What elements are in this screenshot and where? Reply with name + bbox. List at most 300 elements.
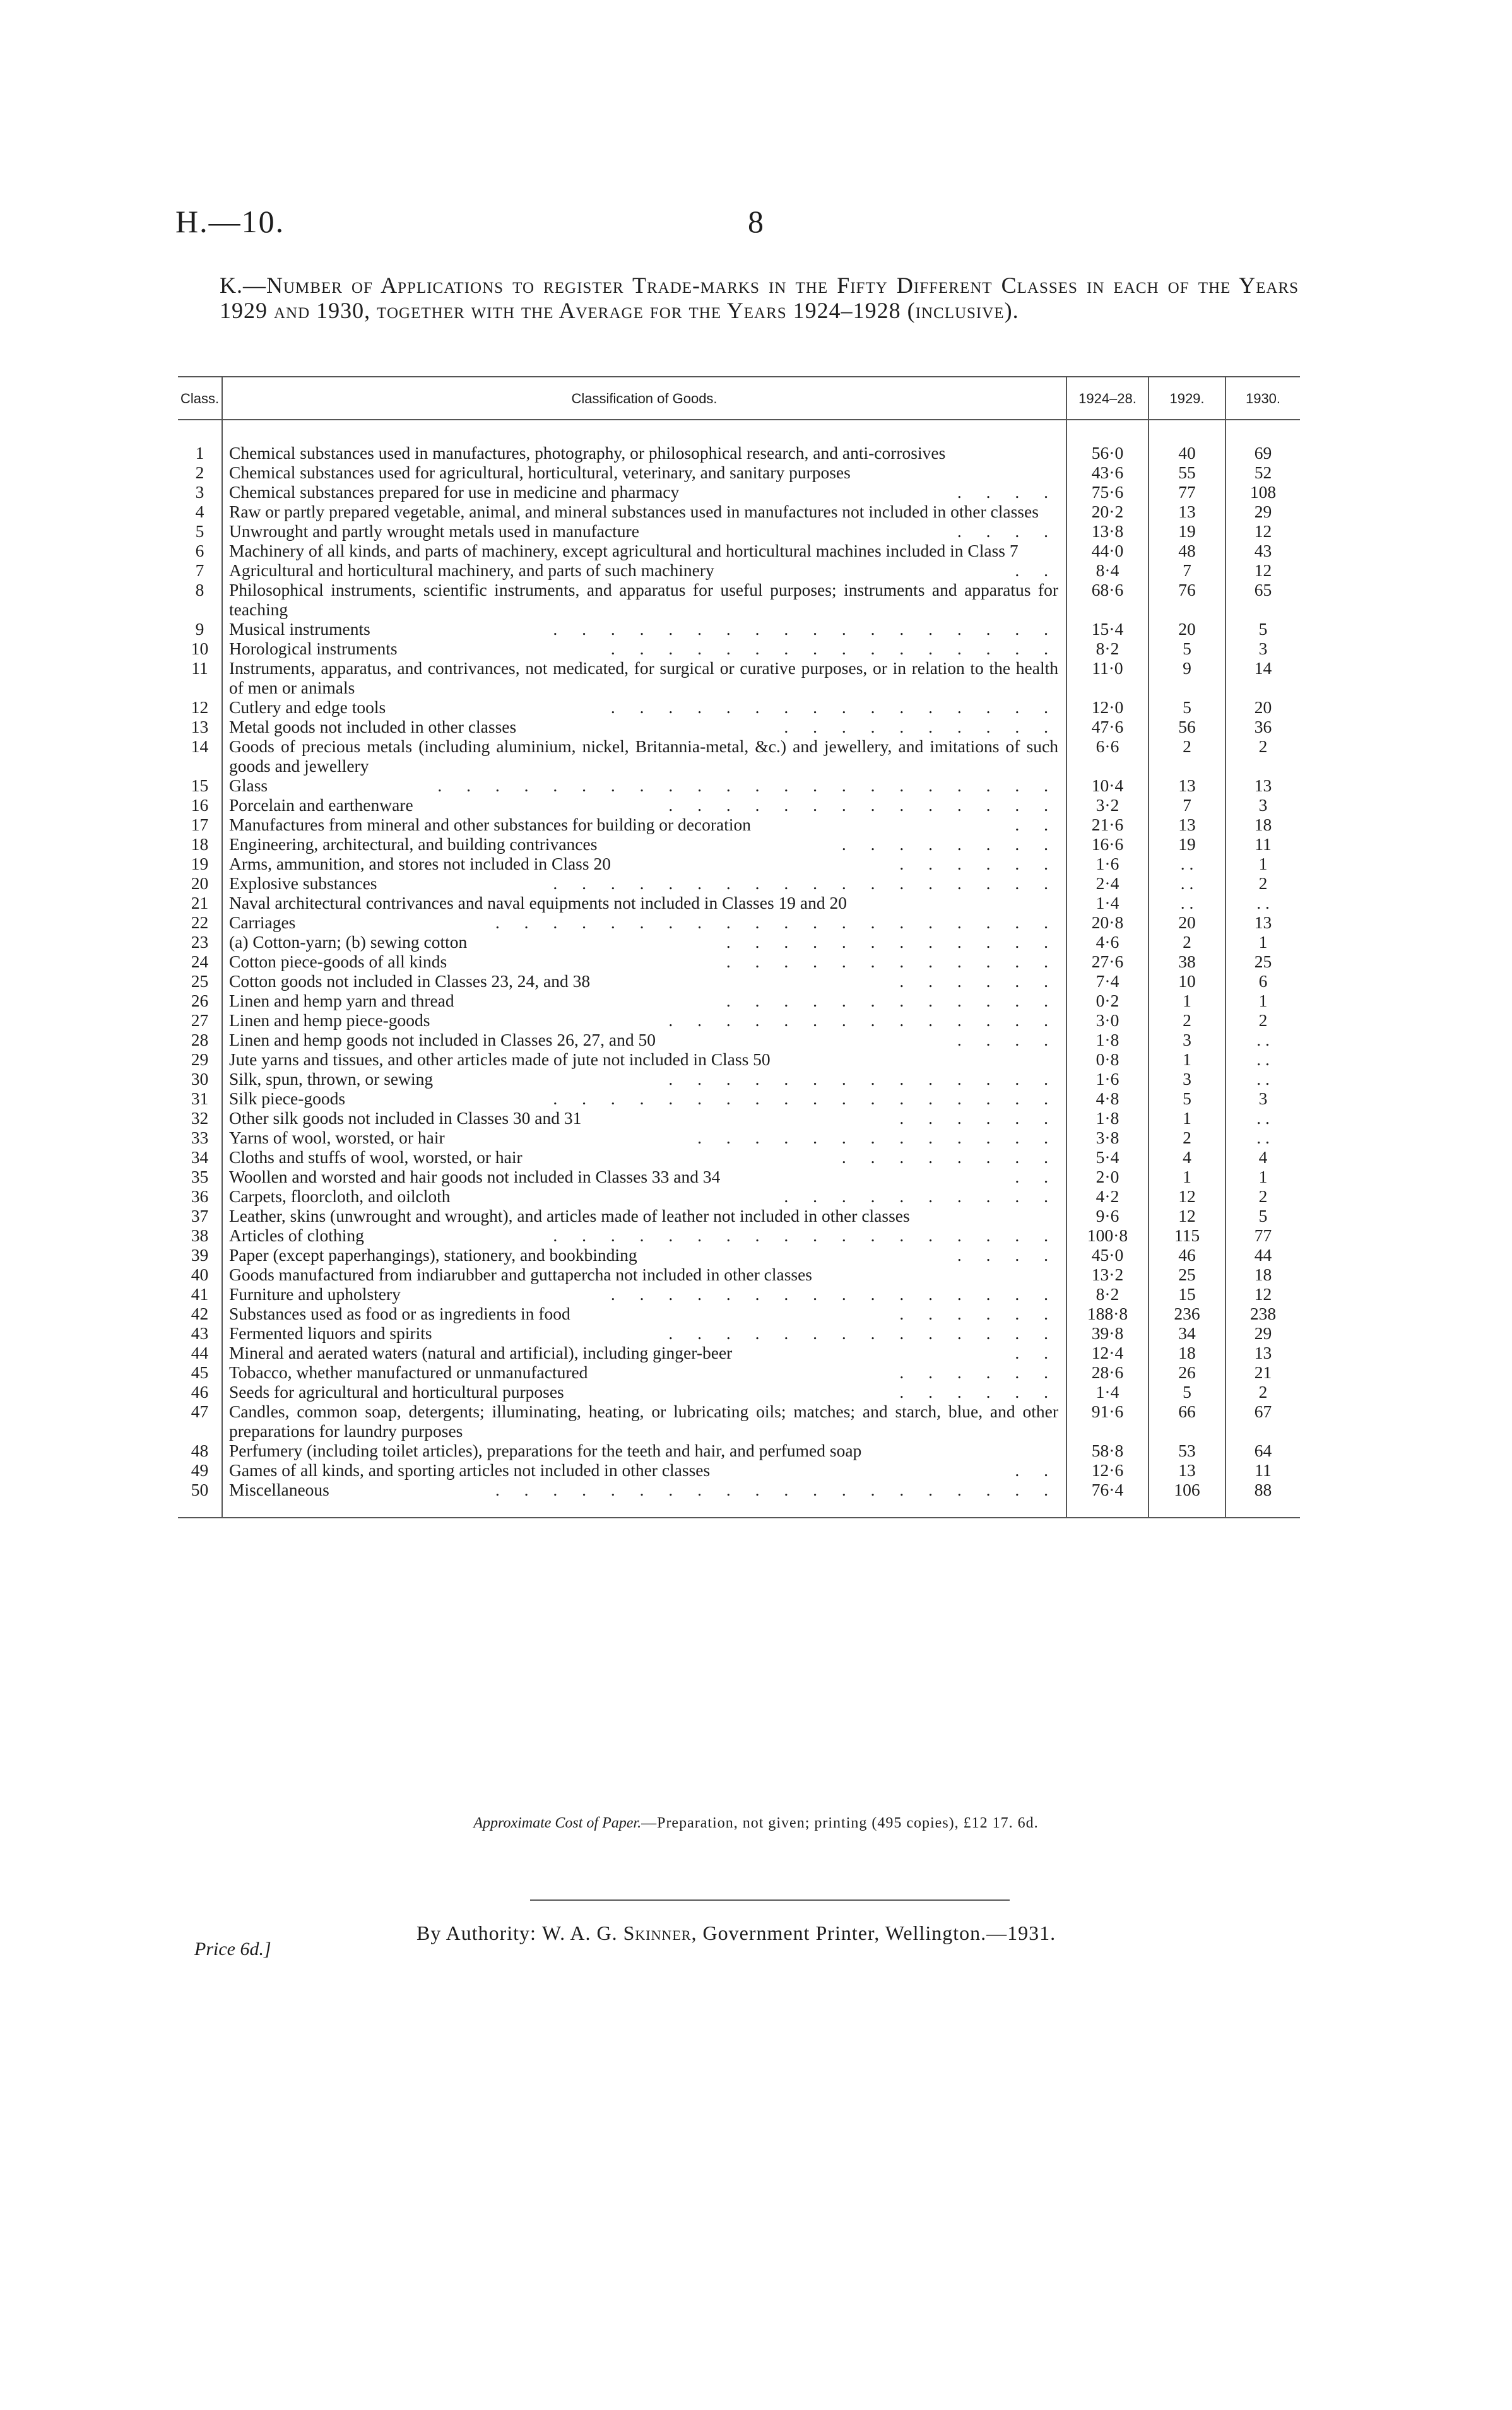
table-row (178, 1304, 1300, 1323)
table-row (178, 952, 1300, 971)
table-row (178, 834, 1300, 854)
description-text: Arms, ammunition, and stores not included in Class 20 (229, 854, 611, 873)
class-description (222, 873, 1066, 893)
average-1924-28: 3·8 (1066, 1128, 1149, 1147)
description-text: Yarns of wool, worsted, or hair (229, 1128, 445, 1147)
column-header-classification: Classification of Goods. (222, 377, 1066, 420)
value-1929: 18 (1149, 1343, 1226, 1362)
average-1924-28: 76·4 (1066, 1480, 1149, 1499)
description-text: Leather, skins (unwrought and wrought), and articles made of leather not included in other classes (229, 1206, 910, 1226)
average-1924-28: 28·6 (1066, 1362, 1149, 1382)
description-text: Articles of clothing (229, 1226, 364, 1245)
class-number: 40 (191, 1265, 209, 1284)
class-number: 8 (195, 580, 204, 600)
class-description (222, 1069, 1066, 1089)
value-1930: 13 (1226, 913, 1300, 932)
table-row (178, 1049, 1300, 1069)
value-1930: . . (1226, 1069, 1300, 1089)
class-number: 9 (195, 619, 204, 639)
table-row (178, 1186, 1300, 1206)
class-description (222, 1186, 1066, 1206)
value-1929: 5 (1149, 1089, 1226, 1108)
average-1924-28: 43·6 (1066, 463, 1149, 482)
value-1929: 66 (1149, 1402, 1226, 1441)
leader-dots: . . . . . . (899, 1362, 1058, 1382)
value-1929: . . (1149, 893, 1226, 913)
value-1930: 20 (1226, 697, 1300, 717)
table-row (178, 1069, 1300, 1089)
average-1924-28: 1·6 (1066, 1069, 1149, 1089)
description-text: Other silk goods not included in Classes 30 and 31 (229, 1108, 582, 1128)
description-text: Cloths and stuffs of wool, worsted, or hair (229, 1147, 523, 1167)
class-description (222, 1010, 1066, 1030)
value-1930: 65 (1226, 580, 1300, 619)
table-row (178, 971, 1300, 991)
average-1924-28: 8·2 (1066, 639, 1149, 658)
table-row (178, 560, 1300, 580)
average-1924-28: 4·2 (1066, 1186, 1149, 1206)
value-1930: . . (1226, 1049, 1300, 1069)
description-text: Linen and hemp goods not included in Classes 26, 27, and 50 (229, 1030, 656, 1049)
average-1924-28: 3·0 (1066, 1010, 1149, 1030)
price-label: Price 6d.] (194, 1939, 271, 1959)
class-number: 18 (191, 834, 209, 854)
class-number: 42 (191, 1304, 209, 1323)
description-text: Manufactures from mineral and other substances for building or decoration (229, 815, 752, 834)
class-number: 23 (191, 932, 209, 952)
description-text: Tobacco, whether manufactured or unmanufactured (229, 1362, 588, 1382)
leader-dots: . . . . . . . . . . . . . . . . (610, 639, 1058, 658)
value-1929: 1 (1149, 1108, 1226, 1128)
table-row (178, 1167, 1300, 1186)
description-text: Furniture and upholstery (229, 1284, 401, 1304)
leader-dots: . . . . . . . . (841, 1147, 1058, 1167)
description-text: Cutlery and edge tools (229, 697, 386, 717)
class-description (222, 717, 1066, 736)
value-1929: 1 (1149, 991, 1226, 1010)
average-1924-28: 1·6 (1066, 854, 1149, 873)
leader-dots: . . . . . . . . . . . . . . . . (610, 697, 1058, 717)
class-number: 21 (191, 893, 209, 913)
table-row (178, 619, 1300, 639)
table-header-row (178, 377, 1300, 420)
value-1930: 2 (1226, 1010, 1300, 1030)
value-1930: . . (1226, 1128, 1300, 1147)
cost-note-text: —Preparation, not given; printing (495 copies), £12 17. 6d. (641, 1815, 1039, 1831)
leader-dots: . . . . . . (899, 1108, 1058, 1128)
value-1929: . . (1149, 873, 1226, 893)
page-number: 8 (748, 204, 764, 239)
value-1929: 13 (1149, 1460, 1226, 1480)
table-row (178, 854, 1300, 873)
class-description (222, 1206, 1066, 1226)
leader-dots: . . . . (957, 1030, 1058, 1049)
value-1930: 2 (1226, 873, 1300, 893)
average-1924-28: 1·8 (1066, 1030, 1149, 1049)
class-number: 39 (191, 1245, 209, 1265)
description-text: (a) Cotton-yarn; (b) sewing cotton (229, 932, 468, 952)
class-number: 44 (191, 1343, 209, 1362)
class-number: 13 (191, 717, 209, 736)
table-row (178, 991, 1300, 1010)
average-1924-28: 10·4 (1066, 776, 1149, 795)
class-number: 3 (195, 482, 204, 502)
class-description (222, 776, 1066, 795)
value-1930: 88 (1226, 1480, 1300, 1499)
average-1924-28: 44·0 (1066, 541, 1149, 560)
class-description (222, 1245, 1066, 1265)
leader-dots: . . . . . . . . . . . . . . . . (610, 1284, 1058, 1304)
column-header-class: Class. (178, 377, 222, 420)
average-1924-28: 1·8 (1066, 1108, 1149, 1128)
average-1924-28: 16·6 (1066, 834, 1149, 854)
table-row (178, 1460, 1300, 1480)
table-row (178, 658, 1300, 697)
class-description (222, 971, 1066, 991)
value-1930: 64 (1226, 1441, 1300, 1460)
value-1929: 19 (1149, 521, 1226, 541)
leader-dots: . . . . . . . . . . . . (726, 932, 1058, 952)
average-1924-28: 27·6 (1066, 952, 1149, 971)
class-number: 31 (191, 1089, 209, 1108)
class-number: 7 (195, 560, 204, 580)
value-1930: 18 (1226, 815, 1300, 834)
class-description (222, 893, 1066, 913)
class-number: 14 (191, 736, 209, 756)
class-number: 1 (195, 443, 204, 463)
average-1924-28: 45·0 (1066, 1245, 1149, 1265)
description-text: Linen and hemp yarn and thread (229, 991, 454, 1010)
class-description (222, 1284, 1066, 1304)
leader-dots: . . . . . . (899, 854, 1058, 873)
table-row (178, 697, 1300, 717)
value-1930: . . (1226, 893, 1300, 913)
printer-name: W. A. G. Skinner (541, 1922, 692, 1944)
class-number: 5 (195, 521, 204, 541)
value-1929: 55 (1149, 463, 1226, 482)
value-1929: 2 (1149, 932, 1226, 952)
table-row (178, 873, 1300, 893)
value-1930: 238 (1226, 1304, 1300, 1323)
class-description (222, 1226, 1066, 1245)
authority-prefix: By Authority: (416, 1922, 536, 1944)
average-1924-28: 20·2 (1066, 502, 1149, 521)
class-number: 48 (191, 1441, 209, 1460)
leader-dots: . . . . . . . . . . . . . . (668, 1010, 1058, 1030)
leader-dots: . . . . . . . . . . . . (726, 952, 1058, 971)
value-1929: 19 (1149, 834, 1226, 854)
value-1930: 11 (1226, 1460, 1300, 1480)
value-1929: 20 (1149, 619, 1226, 639)
class-number: 36 (191, 1186, 209, 1206)
leader-dots: . . (1015, 1167, 1058, 1186)
average-1924-28: 0·8 (1066, 1049, 1149, 1069)
leader-dots: . . . . . . . . . . (784, 1186, 1058, 1206)
class-description (222, 1362, 1066, 1382)
value-1929: 40 (1149, 443, 1226, 463)
class-description (222, 1049, 1066, 1069)
value-1929: 12 (1149, 1206, 1226, 1226)
value-1930: 29 (1226, 502, 1300, 521)
average-1924-28: 12·0 (1066, 697, 1149, 717)
average-1924-28: 3·2 (1066, 795, 1149, 815)
leader-dots: . . . . . . . . . . . . . . . . . . (553, 1226, 1058, 1245)
class-description (222, 834, 1066, 854)
leader-dots: . . . . . . . . . . . . (726, 991, 1058, 1010)
leader-dots: . . . . . . . . . . . . . . . . . . . . (495, 1480, 1058, 1499)
average-1924-28: 1·4 (1066, 1382, 1149, 1402)
value-1930: 18 (1226, 1265, 1300, 1284)
table-row (178, 913, 1300, 932)
value-1929: 26 (1149, 1362, 1226, 1382)
average-1924-28: 91·6 (1066, 1402, 1149, 1441)
value-1929: 13 (1149, 776, 1226, 795)
class-description (222, 736, 1066, 776)
description-text: Games of all kinds, and sporting articles not included in other classes (229, 1460, 711, 1480)
value-1929: 2 (1149, 736, 1226, 776)
table-row (178, 639, 1300, 658)
value-1930: 11 (1226, 834, 1300, 854)
description-text: Goods of precious metals (including aluminium, nickel, Britannia-metal, &c.) and jewellery, and imitations of such goods and jewellery (229, 736, 1058, 776)
value-1929: 5 (1149, 697, 1226, 717)
value-1929: 9 (1149, 658, 1226, 697)
value-1930: 2 (1226, 1186, 1300, 1206)
value-1929: 77 (1149, 482, 1226, 502)
table-row (178, 932, 1300, 952)
authority-suffix: , Government Printer, Wellington.—1931. (691, 1922, 1056, 1944)
description-text: Cotton piece-goods of all kinds (229, 952, 447, 971)
description-text: Cotton goods not included in Classes 23, 24, and 38 (229, 971, 591, 991)
table-body (178, 420, 1300, 1518)
leader-dots: . . . . . . . . . . . . . (697, 1128, 1058, 1147)
value-1929: 13 (1149, 815, 1226, 834)
average-1924-28: 11·0 (1066, 658, 1149, 697)
class-number: 45 (191, 1362, 209, 1382)
average-1924-28: 21·6 (1066, 815, 1149, 834)
table-row (178, 736, 1300, 776)
value-1930: 1 (1226, 1167, 1300, 1186)
class-description (222, 1265, 1066, 1284)
value-1929: 3 (1149, 1069, 1226, 1089)
value-1930: 12 (1226, 1284, 1300, 1304)
table-row (178, 580, 1300, 619)
class-description (222, 1441, 1066, 1460)
class-number: 6 (195, 541, 204, 560)
value-1929: 7 (1149, 560, 1226, 580)
class-description (222, 1460, 1066, 1480)
value-1930: 52 (1226, 463, 1300, 482)
leader-dots: . . . . (957, 521, 1058, 541)
class-number: 50 (191, 1480, 209, 1499)
description-text: Philosophical instruments, scientific instruments, and apparatus for useful purposes; instruments and apparatus for teaching (229, 580, 1058, 619)
value-1929: 38 (1149, 952, 1226, 971)
class-description (222, 1480, 1066, 1499)
class-number: 33 (191, 1128, 209, 1147)
leader-dots: . . (1015, 1460, 1058, 1480)
class-description (222, 991, 1066, 1010)
leader-dots: . . . . . . (899, 1304, 1058, 1323)
value-1929: 56 (1149, 717, 1226, 736)
value-1929: 10 (1149, 971, 1226, 991)
table-row (178, 443, 1300, 463)
class-number: 47 (191, 1402, 209, 1421)
average-1924-28: 2·4 (1066, 873, 1149, 893)
table-row (178, 1402, 1300, 1441)
class-description (222, 580, 1066, 619)
table-row (178, 1108, 1300, 1128)
table-row (178, 815, 1300, 834)
leader-dots: . . . . . . . . . . . . . . . . . . (553, 1089, 1058, 1108)
class-number: 15 (191, 776, 209, 795)
class-number: 22 (191, 913, 209, 932)
description-text: Perfumery (including toilet articles), preparations for the teeth and hair, and perfumed soap (229, 1441, 862, 1460)
class-description (222, 619, 1066, 639)
average-1924-28: 13·2 (1066, 1265, 1149, 1284)
table-row (178, 1441, 1300, 1460)
class-description (222, 1128, 1066, 1147)
class-number: 11 (191, 658, 208, 678)
average-1924-28: 12·4 (1066, 1343, 1149, 1362)
table-row (178, 1089, 1300, 1108)
class-description (222, 697, 1066, 717)
value-1930: 4 (1226, 1147, 1300, 1167)
value-1929: 46 (1149, 1245, 1226, 1265)
average-1924-28: 47·6 (1066, 717, 1149, 736)
value-1930: 44 (1226, 1245, 1300, 1265)
average-1924-28: 15·4 (1066, 619, 1149, 639)
description-text: Naval architectural contrivances and naval equipments not included in Classes 19 and 20 (229, 893, 848, 913)
class-description (222, 541, 1066, 560)
leader-dots: . . (1015, 815, 1058, 834)
value-1929: 1 (1149, 1167, 1226, 1186)
average-1924-28: 0·2 (1066, 991, 1149, 1010)
column-header-average: 1924–28. (1066, 377, 1149, 420)
class-number: 4 (195, 502, 204, 521)
class-number: 38 (191, 1226, 209, 1245)
average-1924-28: 6·6 (1066, 736, 1149, 776)
class-description (222, 854, 1066, 873)
class-description (222, 932, 1066, 952)
description-text: Mineral and aerated waters (natural and artificial), including ginger-beer (229, 1343, 733, 1362)
table-row (178, 541, 1300, 560)
leader-dots: . . . . (957, 1245, 1058, 1265)
value-1929: 15 (1149, 1284, 1226, 1304)
leader-dots: . . . . . . . . . . . . . . (668, 1323, 1058, 1343)
class-description (222, 463, 1066, 482)
value-1929: 2 (1149, 1010, 1226, 1030)
table-row (178, 1128, 1300, 1147)
value-1929: 53 (1149, 1441, 1226, 1460)
value-1930: 1 (1226, 932, 1300, 952)
class-number: 10 (191, 639, 209, 658)
table-row (178, 893, 1300, 913)
table-row (178, 1010, 1300, 1030)
class-number: 2 (195, 463, 204, 482)
class-number: 17 (191, 815, 209, 834)
value-1930: 12 (1226, 560, 1300, 580)
description-text: Woollen and worsted and hair goods not included in Classes 33 and 34 (229, 1167, 721, 1186)
table-row (178, 717, 1300, 736)
value-1930: 36 (1226, 717, 1300, 736)
description-text: Instruments, apparatus, and contrivances, not medicated, for surgical or curative purposes, or in relation to the health of men or animals (229, 658, 1058, 697)
average-1924-28: 8·4 (1066, 560, 1149, 580)
value-1930: 67 (1226, 1402, 1300, 1441)
average-1924-28: 75·6 (1066, 482, 1149, 502)
table-title (220, 273, 1299, 323)
leader-dots: . . . . . . . . (841, 834, 1058, 854)
class-number: 24 (191, 952, 209, 971)
class-number: 46 (191, 1382, 209, 1402)
value-1929: 106 (1149, 1480, 1226, 1499)
class-description (222, 1108, 1066, 1128)
class-number: 28 (191, 1030, 209, 1049)
class-description (222, 521, 1066, 541)
leader-dots: . . . . . . (899, 1382, 1058, 1402)
column-header-1929: 1929. (1149, 377, 1226, 420)
class-description (222, 913, 1066, 932)
class-description (222, 1382, 1066, 1402)
average-1924-28: 68·6 (1066, 580, 1149, 619)
class-description (222, 502, 1066, 521)
class-number: 16 (191, 795, 209, 815)
value-1930: 6 (1226, 971, 1300, 991)
table-row (178, 1245, 1300, 1265)
table-row (178, 1382, 1300, 1402)
value-1929: 115 (1149, 1226, 1226, 1245)
leader-dots: . . . . (957, 482, 1058, 502)
table-title-prefix: K.— (220, 273, 266, 298)
description-text: Candles, common soap, detergents; illuminating, heating, or lubricating oils; matches; and starch, blue, and other preparations for laundry purposes (229, 1402, 1058, 1441)
class-description (222, 1089, 1066, 1108)
value-1930: 3 (1226, 795, 1300, 815)
table-row (178, 521, 1300, 541)
value-1930: 2 (1226, 1382, 1300, 1402)
average-1924-28: 4·8 (1066, 1089, 1149, 1108)
value-1930: 29 (1226, 1323, 1300, 1343)
leader-dots: . . . . . . . . . . (784, 717, 1058, 736)
value-1930: 12 (1226, 521, 1300, 541)
class-description (222, 1402, 1066, 1441)
table-row (178, 795, 1300, 815)
divider-rule (530, 1899, 1010, 1901)
average-1924-28: 58·8 (1066, 1441, 1149, 1460)
description-text: Miscellaneous (229, 1480, 329, 1499)
table-row (178, 463, 1300, 482)
table-row (178, 1323, 1300, 1343)
average-1924-28: 12·6 (1066, 1460, 1149, 1480)
value-1930: 77 (1226, 1226, 1300, 1245)
class-number: 49 (191, 1460, 209, 1480)
class-number: 37 (191, 1206, 209, 1226)
average-1924-28: 9·6 (1066, 1206, 1149, 1226)
value-1930: 2 (1226, 736, 1300, 776)
description-text: Glass (229, 776, 268, 795)
class-description (222, 1343, 1066, 1362)
value-1930: 3 (1226, 639, 1300, 658)
value-1930: 5 (1226, 619, 1300, 639)
leader-dots: . . . . . . . . . . . . . . (668, 1069, 1058, 1089)
cost-note (0, 1815, 1512, 1832)
value-1930: 3 (1226, 1089, 1300, 1108)
value-1930: . . (1226, 1108, 1300, 1128)
value-1930: 13 (1226, 1343, 1300, 1362)
average-1924-28: 56·0 (1066, 443, 1149, 463)
table-row (178, 1284, 1300, 1304)
trade-marks-table (178, 376, 1300, 1518)
description-text: Jute yarns and tissues, and other articles made of jute not included in Class 50 (229, 1049, 771, 1069)
class-number: 41 (191, 1284, 209, 1304)
leader-dots: . . . . . . . . . . . . . . . . . . (553, 619, 1058, 639)
